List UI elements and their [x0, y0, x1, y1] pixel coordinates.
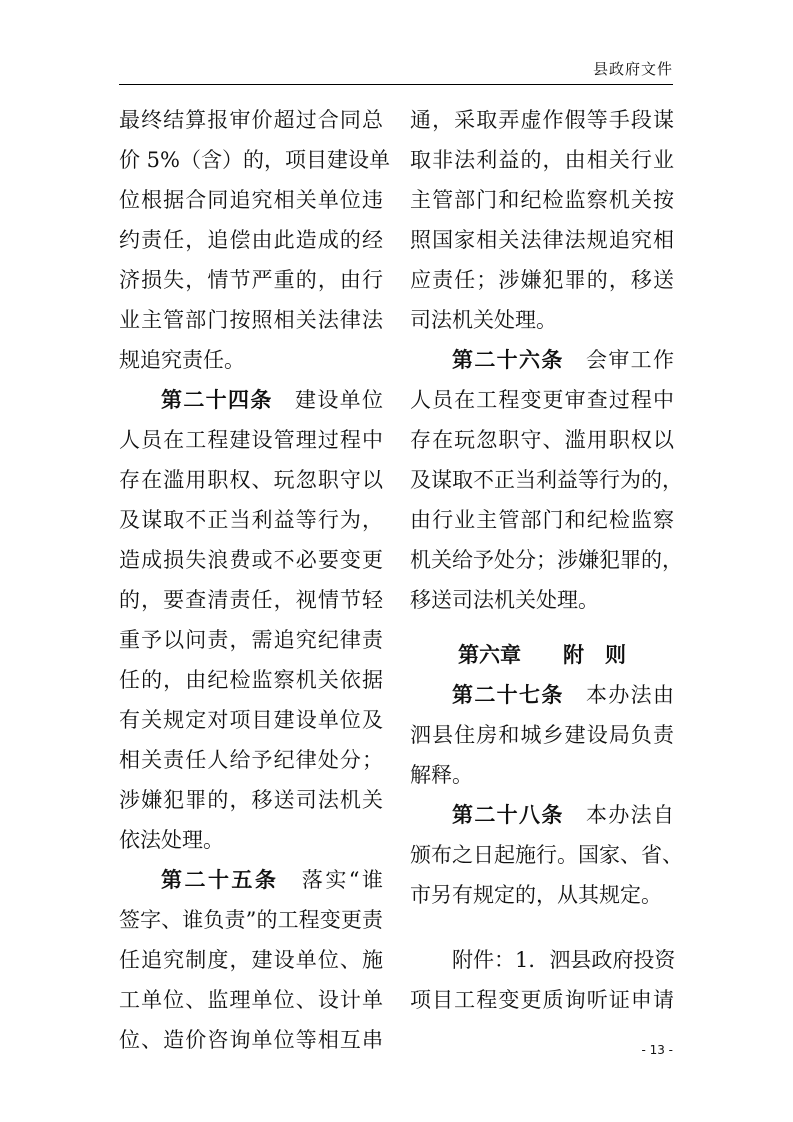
- page-number: - 13 -: [641, 1043, 673, 1057]
- text-line: 存在玩忽职守、滥用职权以: [410, 428, 674, 452]
- text-line: 照国家相关法律法规追究相: [410, 228, 674, 252]
- text-line: 依法处理。: [119, 828, 224, 852]
- text-line: 约责任，追偿由此造成的经: [119, 228, 383, 252]
- text-line: 人员在工程变更审查过程中: [410, 388, 674, 412]
- article-27-first-line: [410, 675, 674, 715]
- chapter-title: 附 则: [563, 643, 626, 667]
- text-line: 泗县住房和城乡建设局负责: [410, 723, 674, 747]
- text-line: 任追究制度，建设单位、施: [119, 948, 383, 972]
- text-line: 位、造价咨询单位等相互串: [119, 1028, 383, 1052]
- attachment-line: 附件：1．泗县政府投资: [452, 948, 676, 972]
- text-line: 解释。: [410, 763, 473, 787]
- text-line: 重予以问责，需追究纪律责: [119, 628, 383, 652]
- text-line: 价 5%（含）的，项目建设单: [119, 148, 390, 172]
- text-line: 由行业主管部门和纪检监察: [410, 508, 674, 532]
- text-line: 任的，由纪检监察机关依据: [119, 668, 383, 692]
- article-27-lead: 本办法由: [586, 683, 675, 707]
- article-26-first-line: [410, 340, 674, 380]
- text-line: 取非法利益的，由相关行业: [410, 148, 674, 172]
- article-25-lead: 落实“谁: [301, 868, 384, 892]
- text-line: 相关责任人给予纪律处分；: [119, 748, 383, 772]
- article-28-heading: 第二十八条: [452, 803, 564, 827]
- text-line: 造成损失浪费或不必要变更: [119, 548, 383, 572]
- text-line: 机关给予处分；涉嫌犯罪的，: [410, 548, 683, 572]
- article-24-lead: 建设单位: [295, 388, 384, 412]
- text-line: 的，要查清责任，视情节轻: [119, 588, 383, 612]
- text-line: 最终结算报审价超过合同总: [119, 108, 383, 132]
- text-line: 存在滥用职权、玩忽职守以: [119, 468, 383, 492]
- text-line: 应责任；涉嫌犯罪的，移送: [410, 268, 674, 292]
- header-title: 县政府文件: [592, 60, 673, 78]
- text-line: 颁布之日起施行。国家、省、: [410, 843, 683, 867]
- text-line: 及谋取不正当利益等行为的，: [410, 468, 683, 492]
- text-line: 涉嫌犯罪的，移送司法机关: [119, 788, 383, 812]
- article-25-first-line: [119, 860, 383, 900]
- text-line: 业主管部门按照相关法律法: [119, 308, 383, 332]
- text-line: 人员在工程建设管理过程中: [119, 428, 383, 452]
- text-line: 规追究责任。: [119, 348, 245, 372]
- chapter-number: 第六章: [458, 643, 521, 667]
- text-line: 位根据合同追究相关单位违: [119, 188, 383, 212]
- text-line: 有关规定对项目建设单位及: [119, 708, 383, 732]
- text-line: 签字、谁负责”的工程变更责: [119, 908, 383, 932]
- chapter-6-heading: [410, 635, 674, 675]
- text-line: 司法机关处理。: [410, 308, 557, 332]
- text-line: 及谋取不正当利益等行为，: [119, 508, 383, 532]
- article-27-heading: 第二十七条: [452, 683, 564, 707]
- text-line: 工单位、监理单位、设计单: [119, 988, 383, 1012]
- article-25-heading: 第二十五条: [161, 868, 279, 892]
- article-28-first-line: [410, 795, 674, 835]
- attachment-title-line: 项目工程变更质询听证申请: [410, 988, 674, 1012]
- text-line: 市另有规定的，从其规定。: [410, 883, 662, 907]
- article-28-lead: 本办法自: [586, 803, 675, 827]
- text-line: 通，采取弄虚作假等手段谋: [410, 108, 674, 132]
- text-line: 主管部门和纪检监察机关按: [410, 188, 674, 212]
- header-divider: [119, 84, 673, 85]
- article-24-first-line: [119, 380, 383, 420]
- article-26-heading: 第二十六条: [452, 348, 564, 372]
- article-26-lead: 会审工作: [586, 348, 675, 372]
- text-line: 移送司法机关处理。: [410, 588, 599, 612]
- article-24-heading: 第二十四条: [161, 388, 273, 412]
- text-line: 济损失，情节严重的，由行: [119, 268, 383, 292]
